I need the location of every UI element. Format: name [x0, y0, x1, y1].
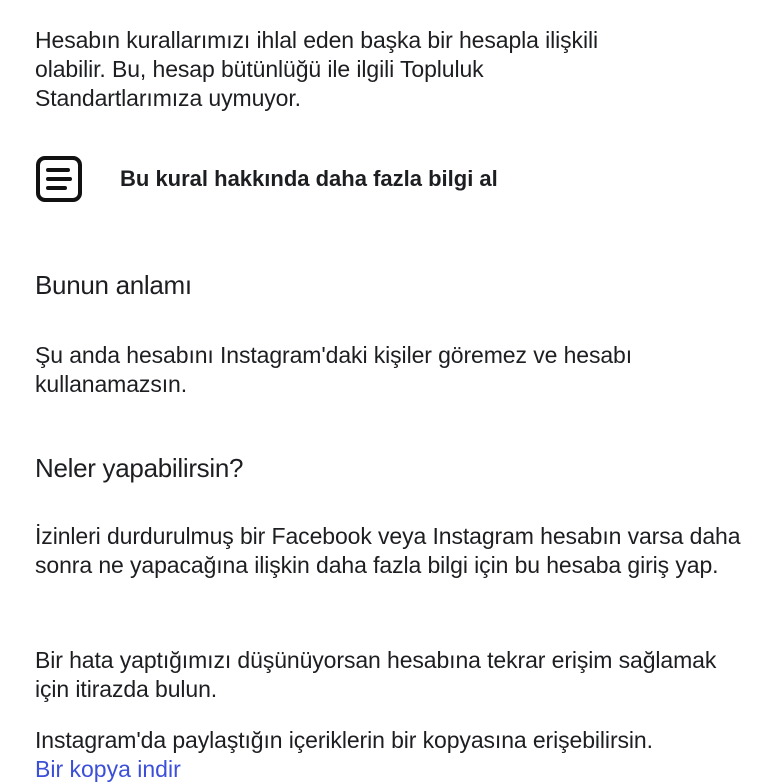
appeal-text: Bir hata yaptığımızı düşünüyorsan hesabına tekrar erişim sağlamak için itirazda bulun.	[35, 647, 717, 702]
document-icon	[35, 155, 83, 203]
learn-more-label: Bu kural hakkında daha fazla bilgi al	[120, 166, 498, 191]
download-copy-section	[35, 726, 755, 784]
meaning-heading: Bunun anlamı	[35, 270, 192, 300]
login-info-text: İzinleri durdurulmuş bir Facebook veya Instagram hesabın varsa daha sonra ne yapacağına ilişkin daha fazla bilgi için bu hesaba giriş yap.	[35, 523, 741, 578]
intro-text: Hesabın kurallarımızı ihlal eden başka bir hesapla ilişkili olabilir. Bu, hesap bütünlüğü ile ilgili Topluluk Standartlarımıza uymuyor.	[35, 27, 598, 111]
download-copy-link[interactable]: Bir kopya indir	[35, 756, 181, 782]
what-you-can-do-heading: Neler yapabilirsin?	[35, 453, 244, 483]
learn-more-rule-button[interactable]	[35, 155, 498, 203]
download-copy-text: Instagram'da paylaştığın içeriklerin bir kopyasına erişebilirsin.	[35, 727, 653, 753]
meaning-text: Şu anda hesabını Instagram'daki kişiler göremez ve hesabı kullanamazsın.	[35, 342, 633, 397]
